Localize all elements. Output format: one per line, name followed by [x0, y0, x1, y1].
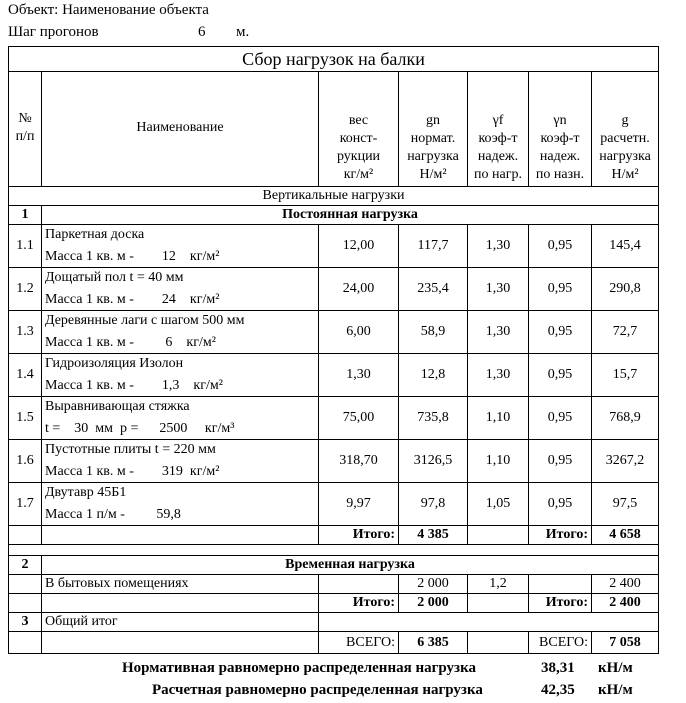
section-vertical: Вертикальные нагрузки: [9, 187, 659, 206]
col-gf: γf коэф-т надеж. по нагр.: [468, 72, 529, 187]
section-num: 1: [9, 206, 42, 225]
object-title: Объект: Наименование объекта: [8, 2, 209, 18]
purlin-step-unit: м.: [236, 24, 250, 40]
table-row: 1.1 Паркетная доска Масса 1 кв. м - 12 кг/м² 12,00 117,7 1,30 0,95 145,4: [9, 225, 659, 268]
table-row: 1.7 Двутавр 45Б1 Масса 1 п/м - 59,8 9,97 97,8 1,05 0,95 97,5: [9, 483, 659, 526]
section-title: Общий итог: [42, 613, 319, 632]
col-gn: gn нормат. нагрузка Н/м²: [399, 72, 468, 187]
load-table: [8, 46, 659, 654]
purlin-step-value: 6: [198, 24, 206, 40]
section-num: 3: [9, 613, 42, 632]
table-row: 1.6 Пустотные плиты t = 220 мм Масса 1 кв. м - 319 кг/м² 318,70 3126,5 1,10 0,95 3267,2: [9, 440, 659, 483]
col-g: g расчетн. нагрузка Н/м²: [592, 72, 659, 187]
table-row: 1.2 Дощатый пол t = 40 мм Масса 1 кв. м - 24 кг/м² 24,00 235,4 1,30 0,95 290,8: [9, 268, 659, 311]
table-row: 1.5 Выравнивающая стяжка t = 30 мм p = 2500 кг/м³ 75,00 735,8 1,10 0,95 768,9: [9, 397, 659, 440]
grand-total-row: ВСЕГО: 6 385 ВСЕГО: 7 058: [9, 632, 659, 654]
purlin-step: [8, 24, 250, 41]
column-header-row: [9, 72, 659, 187]
section-title: Постоянная нагрузка: [42, 206, 659, 225]
subtotal-row: Итого: 4 385 Итого: 4 658: [9, 526, 659, 545]
section-title: Временная нагрузка: [42, 556, 659, 575]
col-weight: вес конст- рукции кг/м²: [319, 72, 399, 187]
table-title: Сбор нагрузок на балки: [9, 47, 659, 72]
table-row: В бытовых помещениях 2 000 1,2 2 400: [9, 575, 659, 594]
table-row: 1.3 Деревянные лаги с шагом 500 мм Масса 1 кв. м - 6 кг/м² 6,00 58,9 1,30 0,95 72,7: [9, 311, 659, 354]
col-name: Наименование: [42, 72, 319, 187]
section-num: 2: [9, 556, 42, 575]
col-yn: γn коэф-т надеж. по назн.: [529, 72, 592, 187]
purlin-step-label: Шаг прогонов: [8, 24, 99, 40]
subtotal-row: Итого: 2 000 Итого: 2 400: [9, 594, 659, 613]
table-row: 1.4 Гидроизоляция Изолон Масса 1 кв. м - 1,3 кг/м² 1,30 12,8 1,30 0,95 15,7: [9, 354, 659, 397]
col-num: № п/п: [9, 72, 42, 187]
